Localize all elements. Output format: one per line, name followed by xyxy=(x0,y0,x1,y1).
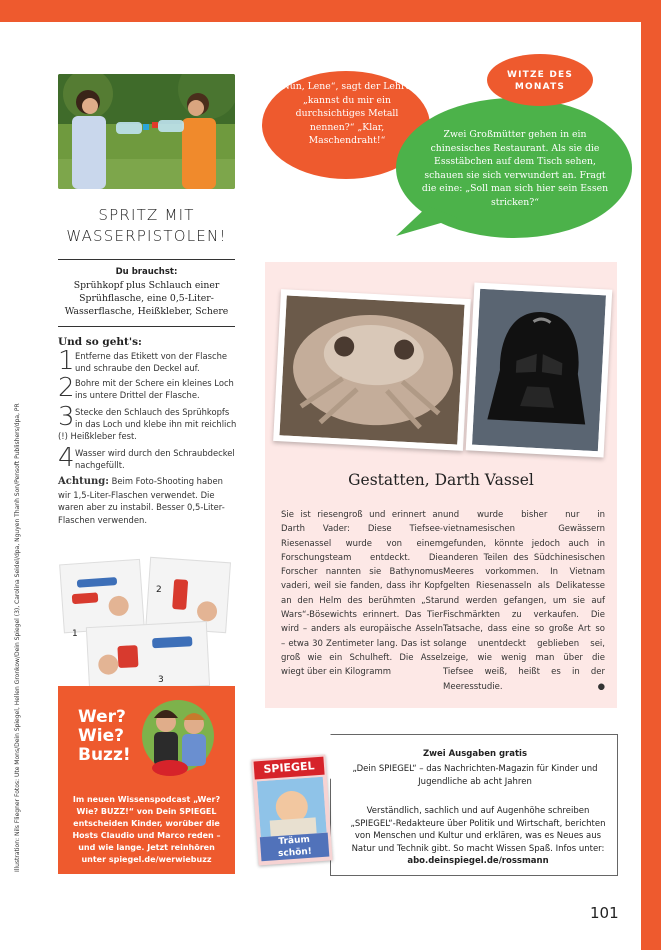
warning-note xyxy=(58,475,238,526)
step-text: Wasser wird durch den Schraubdeckel nachgefüllt. xyxy=(75,448,235,470)
isopod-photo xyxy=(273,289,471,451)
article-title: Gestatten, Darth Vassel xyxy=(348,471,534,489)
page-number: 101 xyxy=(590,904,619,922)
credits-text: Illustration: Nils Fliegner Fotos: Ute Mons/Dein Spiegel, Hellen Gronkow/Dein Spiegel (3), Carolina Seidel/dpa, Nguyen Thanh Son/Pensoft Publishers/dpa, PR xyxy=(14,403,21,872)
materials-box xyxy=(58,266,235,318)
warning-label: Achtung: xyxy=(58,476,109,487)
magazine-page xyxy=(0,22,641,950)
podcast-hosts-illustration xyxy=(128,696,228,786)
photo-credits xyxy=(14,403,30,872)
promo-body-text: Verständlich, sachlich und auf Augenhöhe schreiben „SPIEGEL“-Redakteure über Politik und Wirtschaft, berichten von Menschen und Kultur und erklären, was es Neues aus Natur und Technik gibt. So macht Wissen Spaß. Infos unter: xyxy=(350,806,606,854)
article-column-2 xyxy=(443,508,605,694)
article-end-mark: ● xyxy=(597,681,605,692)
joke-1-text: „Nun, Lene“, sagt der Lehrer, „kannst du mir ein durchsichtiges Metall nennen?“ „Klar, Maschendraht!“ xyxy=(276,81,418,146)
magazine-cover xyxy=(251,755,332,866)
step-text: Entferne das Etikett von der Flasche und schraube den Deckel auf. xyxy=(75,351,228,373)
podcast-promo-box xyxy=(58,686,235,874)
jokes-badge: WITZE DES MONATS xyxy=(487,54,593,106)
step-text: Stecke den Schlauch des Sprühkopfs in das Loch und klebe ihn mit reichlich (!) Heißkleber fest. xyxy=(58,407,237,441)
article-column-2-text: und wurde bisher nur in vietnamesischen Gewässern gefunden, könnte jedoch auch in anderen Teilen des Südchinesischen Meeres vorkommen. In Vietnam gelten Riesenasseln als Delikatesse und werden gefangen, um sie auf Fischmärkten zu verkaufen. Die Tatsache, dass eine so große Art so lange unentdeckt geblieben sei, zeige, wie wenig man über die Tiefsee weiß, heißt es in der Meeresstudie. xyxy=(443,510,605,692)
promo-heading: Zwei Ausgaben gratis xyxy=(422,749,528,759)
podcast-logo-line: Wer? xyxy=(78,707,126,727)
step-number: 1 xyxy=(58,346,75,376)
magazine-headline: Träum schön! xyxy=(260,833,330,862)
materials-heading: Du brauchst: xyxy=(115,267,178,277)
podcast-text: Im neuen Wissenspodcast „Wer? Wie? BUZZ!“ von Dein SPIEGEL entscheiden Kinder, worüber die Hosts Claudio und Marco reden – und wie lange. Jetzt reinhören unter spiegel.de/werwiebuzz xyxy=(72,795,221,864)
photo-number-1: 1 xyxy=(72,629,78,639)
article-column-1: Sie ist riesengroß und erinnert an Darth Vader: Diese Tiefsee-Riesenassel wurde von einem Forschungsteam entdeckt. Die Forscher nannten sie Bathynomus vaderi, weil sie fanden, dass ihr Kopf an den Helm des berühmten „Star Wars“-Bösewichts erinnert. Das Tier wird – anders als europäische Asseln – etwa 30 Zentimeter lang. Das ist so groß wie ein Schulheft. Die Assel wiegt über ein Kilogramm xyxy=(281,510,443,678)
podcast-logo-line: Wie? xyxy=(78,726,124,746)
instruction-step xyxy=(58,402,238,442)
step-photos xyxy=(58,552,235,692)
promo-body xyxy=(345,805,611,868)
step-number: 4 xyxy=(58,443,75,473)
step-number: 3 xyxy=(58,402,75,432)
magazine-logo: SPIEGEL xyxy=(254,757,325,780)
divider xyxy=(58,259,235,260)
promo-link[interactable]: abo.deinspiegel.de/rossmann xyxy=(407,856,549,866)
instruction-step xyxy=(58,373,238,403)
article-box xyxy=(265,262,617,708)
subscription-promo-box xyxy=(330,734,618,876)
divider xyxy=(58,326,235,327)
step-text: Bohre mit der Schere ein kleines Loch ins untere Drittel der Flasche. xyxy=(75,378,234,400)
podcast-logo-line: Buzz! xyxy=(78,745,131,765)
materials-text: Sprühkopf plus Schlauch einer Sprühflasche, eine 0,5-Liter-Wasserflasche, Heißkleber, Schere xyxy=(64,280,229,317)
promo-subline: „Dein SPIEGEL“ – das Nachrichten-Magazin für Kinder und Jugendliche ab acht Jahren xyxy=(352,764,598,787)
joke-2-text: Zwei Großmütter gehen in ein chinesisches Restaurant. Als sie die Essstäbchen auf dem Tisch sehen, schauen sie sich verwundert an. Fragt die eine: „Soll man sich hier sein Essen stricken?“ xyxy=(421,129,609,208)
instruction-step xyxy=(58,346,238,376)
water-pistol-title: SPRITZ MIT WASSERPISTOLEN! xyxy=(66,206,227,245)
photo-number-3: 3 xyxy=(158,675,164,685)
instructions-heading: Und so geht's: xyxy=(58,336,142,348)
instruction-step xyxy=(58,443,238,473)
warning-text: Beim Foto-Shooting haben wir 1,5-Liter-Flaschen verwendet. Die waren aber zu instabil. Besser 0,5-Liter-Flaschen verwenden. xyxy=(58,476,225,525)
step-number: 2 xyxy=(58,373,75,403)
darth-vader-photo xyxy=(466,283,613,458)
photo-number-2: 2 xyxy=(156,585,162,595)
kids-water-pistol-photo xyxy=(58,74,235,189)
